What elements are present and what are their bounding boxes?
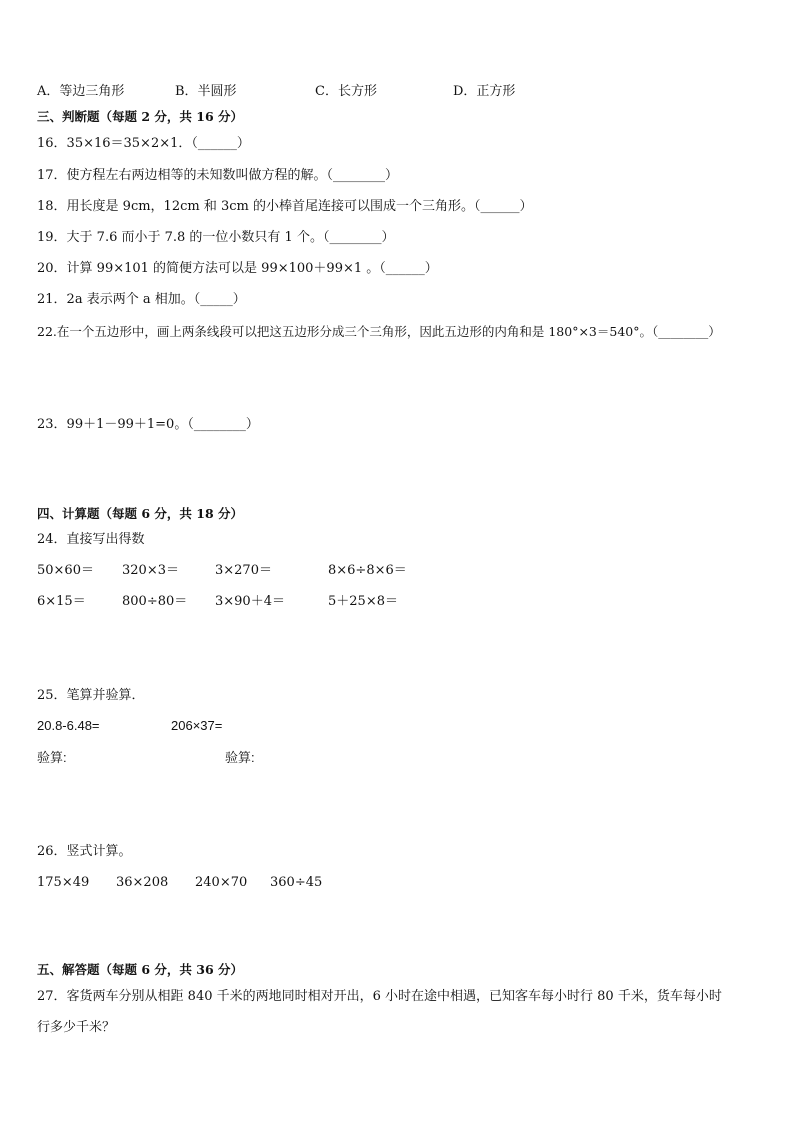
question-18: 18．用长度是 9cm，12cm 和 3cm 的小棒首尾连接可以围成一个三角形。（______） [37,199,533,214]
q24-expr-5: 6×15＝ [37,594,86,609]
q24-expr-3: 3×270＝ [215,563,272,578]
q26-expr-2: 36×208 [116,875,169,890]
question-21: 21．2a 表示两个 a 相加。（_____） [37,292,246,307]
q25-expr-1: 20.8-6.48= [37,718,100,733]
q24-expr-1: 50×60＝ [37,563,94,578]
question-23: 23．99＋1－99＋1=0。（________） [37,417,259,432]
section-3-title: 三、判断题（每题 2 分，共 16 分） [37,109,244,124]
q24-expr-8: 5＋25×8＝ [328,594,398,609]
option-b: B．半圆形 [175,84,237,99]
question-20: 20．计算 99×101 的简便方法可以是 99×100＋99×1 。（______） [37,261,438,276]
section-4-title: 四、计算题（每题 6 分，共 18 分） [37,506,244,521]
q25-check-1: 验算: [37,750,67,765]
option-a: A．等边三角形 [37,84,125,99]
option-c: C．长方形 [315,84,377,99]
question-24-title: 24．直接写出得数 [37,532,145,547]
q24-expr-7: 3×90＋4＝ [215,594,285,609]
option-d: D．正方形 [453,84,516,99]
q25-check-2: 验算: [225,750,255,765]
q26-expr-3: 240×70 [195,875,248,890]
question-27-line-2: 行多少千米？ [37,1020,116,1035]
question-26-title: 26．竖式计算。 [37,844,132,859]
section-5-title: 五、解答题（每题 6 分，共 36 分） [37,962,244,977]
question-27-line-1: 27．客货两车分别从相距 840 千米的两地同时相对开出，6 小时在途中相遇，已知客车每小时行 80 千米，货车每小时 [37,989,722,1004]
question-19: 19．大于 7.6 而小于 7.8 的一位小数只有 1 个。（________） [37,230,395,245]
question-16: 16．35×16＝35×2×1．（______） [37,136,250,151]
q24-expr-2: 320×3＝ [122,563,179,578]
q26-expr-1: 175×49 [37,875,90,890]
q24-expr-6: 800÷80＝ [122,594,188,609]
question-25-title: 25．笔算并验算． [37,688,145,703]
q26-expr-4: 360÷45 [270,875,323,890]
q24-expr-4: 8×6÷8×6＝ [328,563,407,578]
question-17: 17．使方程左右两边相等的未知数叫做方程的解。（________） [37,168,399,183]
question-22: 22.在一个五边形中，画上两条线段可以把这五边形分成三个三角形，因此五边形的内角和是 180°×3＝540°。（________） [37,324,721,339]
q25-expr-2: 206×37= [171,718,223,733]
